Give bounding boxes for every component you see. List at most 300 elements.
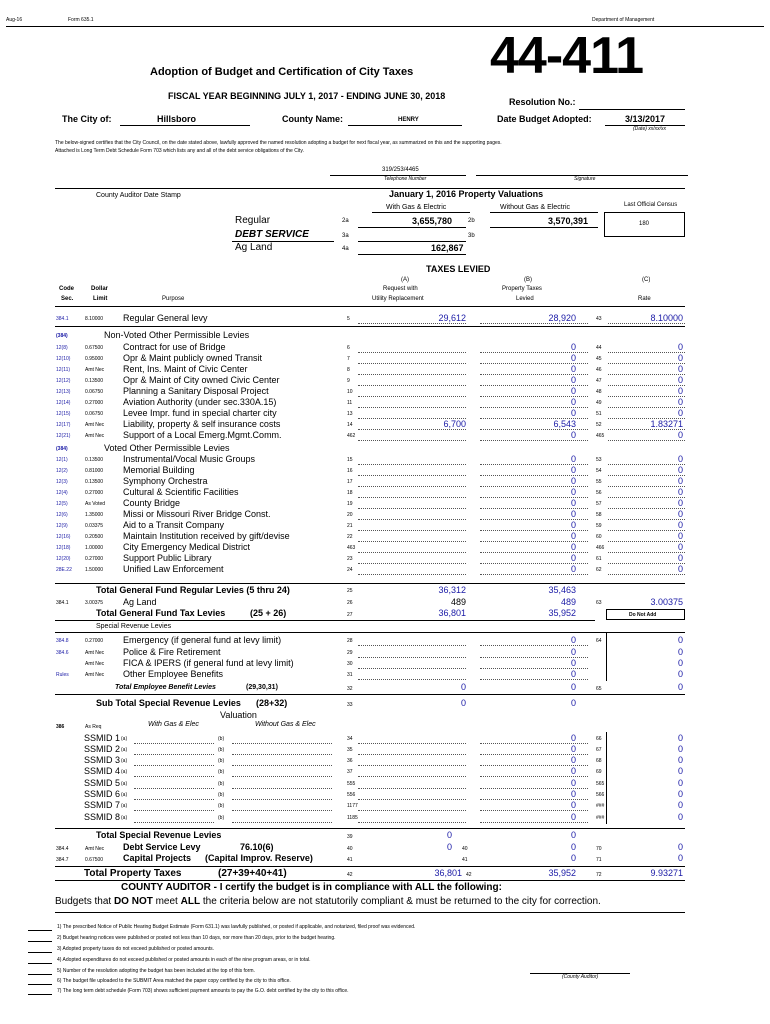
row-code: 12(8) — [56, 345, 68, 351]
valuation-debt-label: DEBT SERVICE — [235, 229, 309, 240]
field-underline — [358, 508, 466, 509]
debt-formula: 76.10(6) — [240, 842, 274, 852]
line-code: 53 — [596, 457, 602, 463]
line-code: 56 — [596, 490, 602, 496]
field-underline — [358, 822, 466, 823]
line-code: 66 — [596, 736, 602, 742]
row-purpose: Maintain Institution received by gift/devise — [123, 531, 290, 541]
row-purpose: Symphony Orchestra — [123, 476, 208, 486]
field-underline — [358, 440, 466, 441]
line-code: 14 — [347, 422, 353, 428]
checklist-blank[interactable] — [28, 930, 52, 931]
checklist-blank[interactable] — [28, 941, 52, 942]
line-code: 45 — [596, 356, 602, 362]
row-rate-c[interactable]: 0 — [677, 635, 683, 645]
field-underline[interactable] — [134, 743, 214, 744]
section-rule — [55, 632, 685, 633]
row-levied-b[interactable]: 28,920 — [548, 313, 576, 323]
line-code: 556 — [347, 792, 356, 798]
census-box[interactable] — [604, 212, 685, 237]
line-code: 11 — [347, 400, 353, 406]
row-rate-c[interactable]: 0 — [677, 733, 683, 743]
total-property-c[interactable]: 9.93271 — [650, 868, 683, 878]
row-levied-b[interactable]: 0 — [570, 430, 576, 440]
row-purpose: Rent, Ins. Maint of Civic Center — [123, 364, 248, 374]
row-code: 12(16) — [56, 534, 71, 540]
row-rate-c[interactable]: 0 — [677, 766, 683, 776]
field-underline — [480, 323, 588, 324]
total-special-a[interactable]: 0 — [446, 830, 452, 840]
line-code: ### — [596, 803, 605, 809]
row-levied-b[interactable]: 0 — [570, 353, 576, 363]
field-underline[interactable] — [134, 810, 214, 811]
field-underline — [358, 530, 466, 531]
row-code: 12(14) — [56, 400, 71, 406]
debt-b[interactable]: 0 — [570, 842, 576, 852]
col-sec: Sec. — [61, 296, 74, 302]
total-regular-b[interactable]: 35,463 — [548, 585, 576, 595]
field-underline — [358, 657, 466, 658]
row-rate-c[interactable]: 0 — [677, 800, 683, 810]
line-code: 60 — [596, 534, 602, 540]
row-levied-b[interactable]: 0 — [570, 520, 576, 530]
line-code: 55 — [596, 479, 602, 485]
line-code: 68 — [596, 758, 602, 764]
field-underline[interactable] — [134, 765, 214, 766]
field-underline — [358, 541, 466, 542]
line-code: 44 — [596, 345, 602, 351]
col-c-label: (C) — [642, 277, 651, 283]
total-property-a[interactable]: 36,801 — [434, 868, 462, 878]
row-code: 12(5) — [56, 501, 68, 507]
field-underline — [358, 519, 466, 520]
line-code: 24 — [347, 567, 353, 573]
row-levied-b[interactable]: 0 — [570, 812, 576, 822]
field-underline[interactable] — [232, 788, 332, 789]
row-rate-c[interactable]: 0 — [677, 744, 683, 754]
ssmid-with: With Gas & Elec — [148, 721, 199, 728]
row-rate-c[interactable]: 0 — [677, 364, 683, 374]
field-underline[interactable] — [232, 754, 332, 755]
row-rate-c[interactable]: 0 — [677, 476, 683, 486]
line-code: 65 — [596, 686, 602, 692]
row-levied-b[interactable]: 0 — [570, 658, 576, 668]
row-levied-b[interactable]: 0 — [570, 364, 576, 374]
row-rate-c[interactable]: 0 — [677, 778, 683, 788]
row-purpose: Aviation Authority (under sec.330A.15) — [123, 397, 277, 407]
row-rate-c[interactable]: 0 — [677, 397, 683, 407]
row-rate-c[interactable]: 0 — [677, 454, 683, 464]
row-limit: 0.27000 — [85, 638, 104, 644]
row-rate-c[interactable]: 0 — [677, 755, 683, 765]
row-code: 12(13) — [56, 389, 71, 395]
row-levied-b[interactable]: 0 — [570, 778, 576, 788]
field-underline[interactable] — [134, 754, 214, 755]
row-code: (384) — [56, 446, 68, 452]
line-code: 42 — [466, 872, 472, 878]
checklist-blank[interactable] — [28, 994, 52, 995]
line-code: 29 — [347, 650, 353, 656]
field-underline — [358, 645, 466, 646]
row-rate-c[interactable]: 0 — [677, 386, 683, 396]
total-tax-label: Total General Fund Tax Levies — [96, 608, 226, 618]
taxes-levied-title: TAXES LEVIED — [426, 264, 491, 274]
row-purpose: Instrumental/Vocal Music Groups — [123, 454, 256, 464]
field-underline — [358, 668, 466, 669]
row-rate-c[interactable]: 0 — [677, 487, 683, 497]
line-code: 10 — [347, 389, 353, 395]
valuation-regular-without[interactable]: 3,570,391 — [548, 216, 589, 226]
line-code: 2b — [468, 218, 475, 224]
row-levied-b[interactable]: 0 — [570, 553, 576, 563]
date-adopted-value[interactable]: 3/13/2017 — [625, 114, 666, 124]
debt-label: Debt Service Levy — [123, 842, 201, 852]
row-rate-c[interactable]: 0 — [677, 520, 683, 530]
line-code: 58 — [596, 512, 602, 518]
row-code: Rules — [56, 672, 69, 678]
field-underline — [358, 486, 466, 487]
row-levied-b[interactable]: 0 — [570, 744, 576, 754]
checklist-item: 1) The prescribed Notice of Public Hearing Budget Estimate (Form 631.1) was lawfully published, or posted if applicable, and notarized, filed proof was evidenced. — [57, 924, 416, 930]
line-code: 35 — [347, 747, 353, 753]
field-underline[interactable] — [232, 765, 332, 766]
line-code: 49 — [596, 400, 602, 406]
row-limit: 0.06750 — [85, 389, 104, 395]
line-code: 17 — [347, 479, 353, 485]
line-code: 1185 — [347, 815, 358, 821]
row-levied-b[interactable]: 0 — [570, 408, 576, 418]
row-levied-b[interactable]: 0 — [570, 766, 576, 776]
line-code: 71 — [596, 857, 602, 863]
resolution-field[interactable] — [579, 109, 685, 110]
row-levied-b[interactable]: 0 — [570, 564, 576, 574]
section-rule — [55, 620, 595, 621]
checklist-blank[interactable] — [28, 984, 52, 985]
subtotal-special-formula: (28+32) — [256, 698, 288, 708]
ssmid-a-marker: (a) — [121, 747, 128, 753]
row-limit: 8.10000 — [85, 316, 104, 322]
row-rate-c[interactable]: 0 — [677, 498, 683, 508]
cap-b[interactable]: 0 — [570, 853, 576, 863]
row-levied-b[interactable]: 0 — [570, 789, 576, 799]
department: Department of Management — [592, 17, 655, 23]
ssmid-a-marker: (a) — [121, 803, 128, 809]
line-code: 26 — [347, 600, 353, 606]
total-special-label: Total Special Revenue Levies — [96, 830, 222, 840]
auditor-certify: COUNTY AUDITOR - I certify the budget is in compliance with ALL the following: — [121, 882, 502, 893]
row-levied-b[interactable]: 0 — [570, 635, 576, 645]
line-code: 61 — [596, 556, 602, 562]
line-code: 40 — [347, 846, 353, 852]
row-purpose: Cultural & Scientific Facilities — [123, 487, 239, 497]
row-levied-b[interactable]: 0 — [570, 755, 576, 765]
row-purpose: City Emergency Medical District — [123, 542, 251, 552]
field-underline[interactable] — [232, 799, 332, 800]
row-rate-c[interactable]: 0 — [677, 658, 683, 668]
total-special-b[interactable]: 0 — [570, 830, 576, 840]
ag-c[interactable]: 3.00375 — [650, 597, 683, 607]
row-levied-b[interactable]: 0 — [570, 542, 576, 552]
valuation-rule — [55, 188, 685, 189]
field-underline — [358, 497, 466, 498]
page-title: Adoption of Budget and Certification of City Taxes — [150, 66, 414, 78]
field-underline — [358, 552, 466, 553]
checklist-item: 7) The long term debt schedule (Form 703) shows sufficient payment amounts to pay the G.O. debt certified by the city to this office. — [57, 988, 349, 994]
subtotal-special-b[interactable]: 0 — [570, 698, 576, 708]
row-limit: 0.27000 — [85, 556, 104, 562]
row-levied-b[interactable]: 0 — [570, 509, 576, 519]
ssmid-label: SSMID 6 — [84, 789, 121, 799]
line-code: 51 — [596, 411, 602, 417]
total-property-formula: (27+39+40+41) — [218, 868, 287, 879]
phone-hint: Telephone Number — [384, 176, 427, 182]
cap-limit: 0.67500 — [85, 857, 104, 863]
ssmid-b-marker: (b) — [218, 803, 225, 809]
row-levied-b[interactable]: 0 — [570, 733, 576, 743]
emp-benefit-c[interactable]: 0 — [677, 682, 683, 692]
row-rate-c[interactable]: 0 — [677, 465, 683, 475]
row-code: 12(12) — [56, 378, 71, 384]
row-code: 12(4) — [56, 490, 68, 496]
row-rate-c[interactable]: 0 — [677, 531, 683, 541]
form-code: Form 635.1 — [68, 17, 94, 23]
form-date-code: Aug-16 — [6, 17, 23, 23]
row-limit: 1.50000 — [85, 567, 104, 573]
section-rule — [55, 694, 685, 695]
city-underline — [120, 125, 250, 126]
city-value[interactable]: Hillsboro — [157, 114, 197, 124]
row-purpose: Police & Fire Retirement — [123, 647, 221, 657]
valuation-regular-with[interactable]: 3,655,780 — [412, 216, 453, 226]
row-code: 384.1 — [56, 316, 69, 322]
debt-a[interactable]: 0 — [446, 842, 452, 852]
cap-c[interactable]: 0 — [677, 853, 683, 863]
valuation-col-without: Without Gas & Electric — [500, 204, 571, 211]
row-levied-b[interactable]: 0 — [570, 498, 576, 508]
row-limit: 0.81000 — [85, 468, 104, 474]
line-code: 16 — [347, 468, 353, 474]
row-rate-c[interactable]: 0 — [677, 509, 683, 519]
row-purpose: Unified Law Enforcement — [123, 564, 224, 574]
row-code: 12(20) — [56, 556, 71, 562]
row-rate-c[interactable]: 0 — [677, 375, 683, 385]
row-limit: 0.27000 — [85, 400, 104, 406]
row-rate-c[interactable]: 1.83271 — [650, 419, 683, 429]
line-code: 34 — [347, 736, 353, 742]
column-rule — [606, 633, 607, 681]
auditor-stamp-label: County Auditor Date Stamp — [96, 192, 181, 199]
row-request-a[interactable]: 6,700 — [443, 419, 466, 429]
ssmid-b-marker: (b) — [218, 736, 225, 742]
form-number: 44-411 — [490, 27, 644, 85]
returned-do-not: DO NOT — [113, 896, 153, 907]
row-levied-b[interactable]: 0 — [570, 647, 576, 657]
col-code: Code — [59, 286, 74, 292]
row-levied-b[interactable]: 0 — [570, 375, 576, 385]
ag-b[interactable]: 489 — [560, 597, 576, 607]
section-rule — [55, 326, 685, 327]
row-rate-c[interactable]: 0 — [677, 647, 683, 657]
debt-limit: Amt Nec — [85, 846, 105, 852]
row-rate-c[interactable]: 0 — [677, 812, 683, 822]
ssmid-a-marker: (a) — [121, 815, 128, 821]
line-code: 54 — [596, 468, 602, 474]
line-code: 463 — [347, 545, 356, 551]
row-levied-b[interactable]: 0 — [570, 487, 576, 497]
row-rate-c[interactable]: 8.10000 — [650, 313, 683, 323]
line-code: 69 — [596, 769, 602, 775]
field-underline[interactable] — [232, 822, 332, 823]
debt-c[interactable]: 0 — [677, 842, 683, 852]
row-limit: Amt Nec — [85, 367, 105, 373]
row-purpose: Opr & Maint publicly owned Transit — [123, 353, 263, 363]
line-code: 6 — [347, 345, 350, 351]
row-limit: 0.06750 — [85, 411, 104, 417]
total-tax-formula: (25 + 26) — [250, 608, 287, 618]
total-tax-b[interactable]: 35,952 — [548, 608, 576, 618]
line-code: 465 — [596, 433, 605, 439]
returned-pre: Budgets that — [55, 896, 114, 907]
row-purpose: FICA & IPERS (if general fund at levy limit) — [123, 658, 294, 668]
line-code: 30 — [347, 661, 353, 667]
field-underline — [358, 407, 466, 408]
subtotal-special-a[interactable]: 0 — [460, 698, 466, 708]
row-code: 12(18) — [56, 545, 71, 551]
line-code: 46 — [596, 367, 602, 373]
county-value[interactable]: HENRY — [398, 117, 419, 123]
line-code: 25 — [347, 588, 353, 594]
total-property-b[interactable]: 35,952 — [548, 868, 576, 878]
row-limit: 0.13500 — [85, 479, 104, 485]
ssmid-limit: As Req — [85, 724, 102, 730]
field-underline[interactable] — [232, 810, 332, 811]
valuation-label: Valuation — [220, 710, 257, 720]
field-underline[interactable] — [232, 776, 332, 777]
row-levied-b[interactable]: 0 — [570, 669, 576, 679]
fiscal-year: FISCAL YEAR BEGINNING JULY 1, 2017 - ENDING JUNE 30, 2018 — [168, 91, 446, 101]
line-code: 72 — [596, 872, 602, 878]
ag-code: 384.1 — [56, 600, 69, 606]
row-rate-c[interactable]: 0 — [677, 342, 683, 352]
ag-label: Ag Land — [123, 597, 157, 607]
line-code: 9 — [347, 378, 350, 384]
row-levied-b[interactable]: 0 — [570, 800, 576, 810]
emp-benefit-a[interactable]: 0 — [460, 682, 466, 692]
field-underline[interactable] — [134, 788, 214, 789]
line-code: 57 — [596, 501, 602, 507]
field-underline[interactable] — [134, 776, 214, 777]
row-rate-c[interactable]: 0 — [677, 669, 683, 679]
row-levied-b[interactable]: 0 — [570, 397, 576, 407]
valuation-ag-with[interactable]: 162,867 — [431, 243, 464, 253]
cap-label: Capital Projects — [123, 853, 192, 863]
checklist-blank[interactable] — [28, 952, 52, 953]
row-rate-c[interactable]: 0 — [677, 542, 683, 552]
row-request-a[interactable]: 29,612 — [438, 313, 466, 323]
row-levied-b[interactable]: 0 — [570, 342, 576, 352]
row-purpose: County Bridge — [123, 498, 181, 508]
section-rule — [55, 828, 685, 829]
row-levied-b[interactable]: 0 — [570, 476, 576, 486]
line-code: 3b — [468, 233, 475, 239]
checklist-item: 2) Budget hearing notices were published or posted not less than 10 days, nor more than 20 days, prior to the budget hearing. — [57, 935, 336, 941]
row-code: 12(6) — [56, 512, 68, 518]
field-underline — [490, 227, 598, 228]
row-rate-c[interactable]: 0 — [677, 353, 683, 363]
row-levied-b[interactable]: 0 — [570, 454, 576, 464]
subtotal-special-label: Sub Total Special Revenue Levies — [96, 698, 241, 708]
field-underline[interactable] — [134, 799, 214, 800]
line-code: 37 — [347, 769, 353, 775]
total-tax-a[interactable]: 36,801 — [438, 608, 466, 618]
row-rate-c[interactable]: 0 — [677, 430, 683, 440]
header-rule — [6, 26, 764, 27]
line-code: 23 — [347, 556, 353, 562]
field-underline — [608, 323, 685, 324]
do-not-add: Do Not Add — [629, 612, 657, 618]
line-code: 555 — [347, 781, 356, 787]
checklist-blank[interactable] — [28, 963, 52, 964]
row-rate-c[interactable]: 0 — [677, 408, 683, 418]
field-underline[interactable] — [232, 743, 332, 744]
ssmid-code: 386 — [56, 724, 65, 730]
line-code: 27 — [347, 612, 353, 618]
field-underline — [358, 352, 466, 353]
ssmid-label: SSMID 4 — [84, 766, 121, 776]
ssmid-a-marker: (a) — [121, 769, 128, 775]
ag-a[interactable]: 489 — [450, 597, 466, 607]
row-purpose: Support of a Local Emerg.Mgmt.Comm. — [123, 430, 282, 440]
line-code: 59 — [596, 523, 602, 529]
special-title: Special Revenue Levies — [96, 623, 172, 630]
checklist-item: 3) Adopted property taxes do not exceed published or posted amounts. — [57, 946, 215, 952]
line-code: 41 — [347, 857, 353, 863]
row-levied-b[interactable]: 0 — [570, 386, 576, 396]
col-a-label-2: Request with — [383, 286, 418, 292]
total-regular-label: Total General Fund Regular Levies (5 thru 24) — [96, 585, 290, 595]
ssmid-label: SSMID 1 — [84, 733, 121, 743]
checklist-blank[interactable] — [28, 974, 52, 975]
row-purpose: Planning a Sanitary Disposal Project — [123, 386, 269, 396]
row-rate-c[interactable]: 0 — [677, 564, 683, 574]
row-code: 12(3) — [56, 479, 68, 485]
row-levied-b[interactable]: 0 — [570, 465, 576, 475]
emp-benefit-b[interactable]: 0 — [570, 682, 576, 692]
field-underline — [358, 429, 466, 430]
row-limit: Amt Nec — [85, 661, 105, 667]
total-regular-a[interactable]: 36,312 — [438, 585, 466, 595]
row-levied-b[interactable]: 0 — [570, 531, 576, 541]
line-code: 466 — [596, 545, 605, 551]
line-code: 43 — [596, 316, 602, 322]
row-rate-c[interactable]: 0 — [677, 553, 683, 563]
row-limit: 0.20500 — [85, 534, 104, 540]
field-underline[interactable] — [134, 822, 214, 823]
valuation-col-with: With Gas & Electric — [386, 204, 447, 211]
line-code: 28 — [347, 638, 353, 644]
census-value: 180 — [639, 221, 650, 227]
row-rate-c[interactable]: 0 — [677, 789, 683, 799]
field-underline — [358, 464, 466, 465]
phone-value[interactable]: 319/253/4465 — [382, 167, 419, 173]
line-code: 19 — [347, 501, 353, 507]
row-purpose: Emergency (if general fund at levy limit) — [123, 635, 282, 645]
row-limit: 0.67500 — [85, 345, 104, 351]
ssmid-label: SSMID 7 — [84, 800, 121, 810]
field-underline — [358, 363, 466, 364]
line-code: 47 — [596, 378, 602, 384]
row-levied-b[interactable]: 6,543 — [553, 419, 576, 429]
